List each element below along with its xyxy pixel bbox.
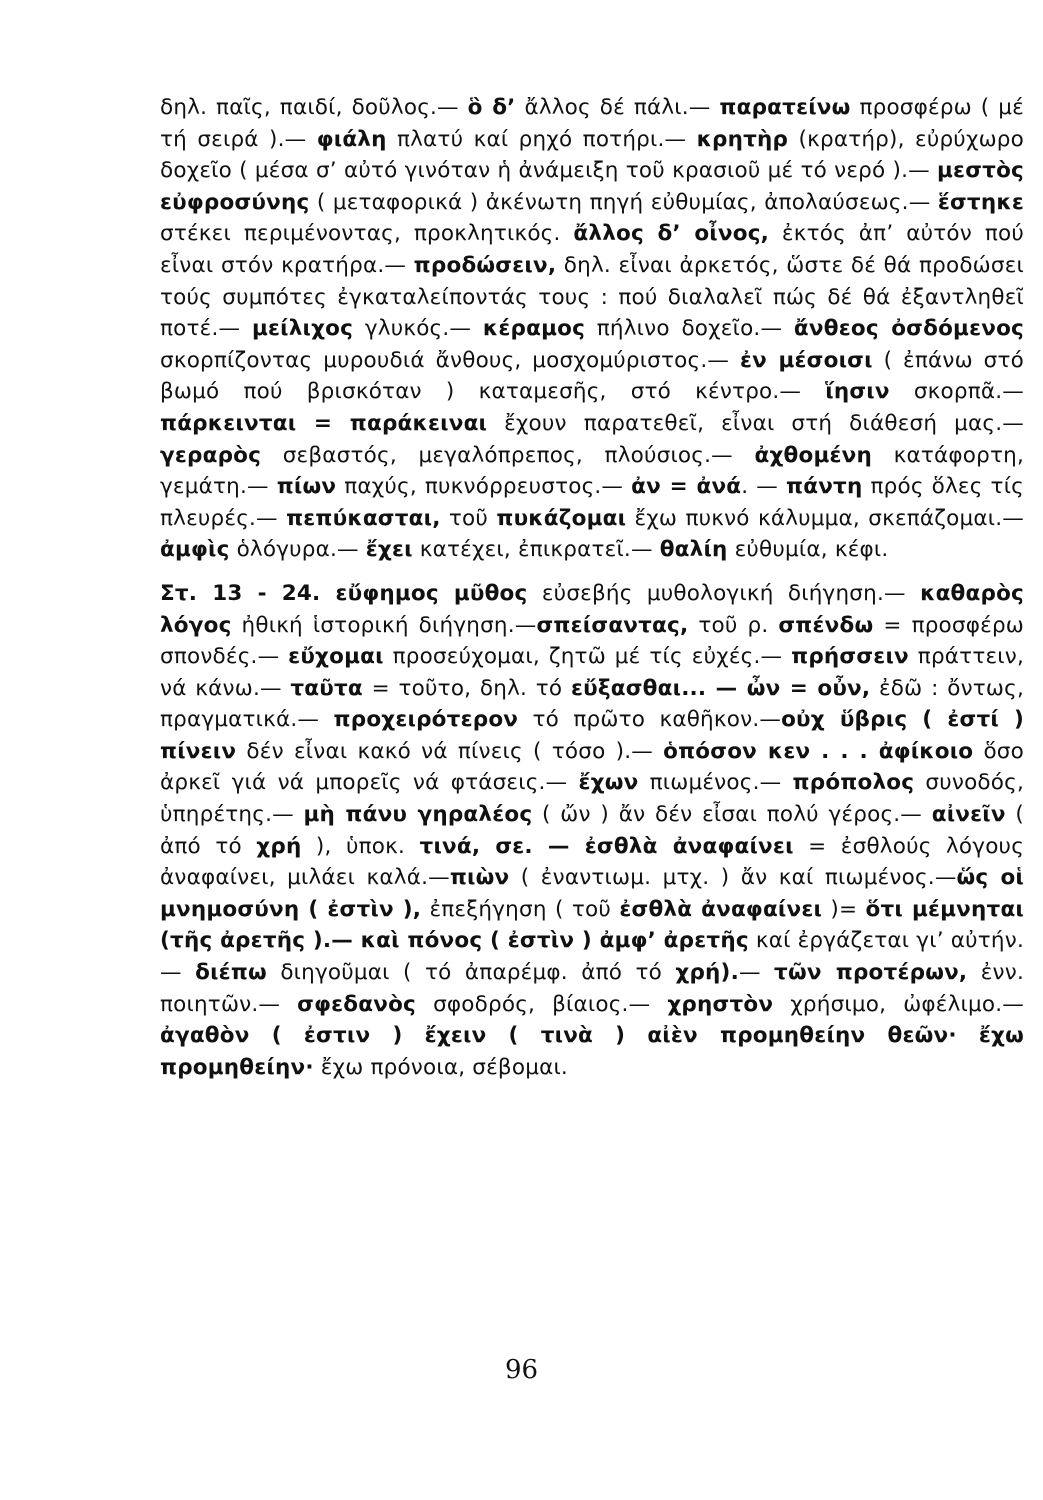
lemma: χρή: [256, 833, 302, 859]
gloss: —: [738, 960, 775, 986]
gloss: ἐπεξήγηση ( τοῦ: [421, 896, 620, 922]
gloss: ( ἐπάνω στό βωμό πού βρισκόταν ) καταμεσῆς, στό κέντρο.—: [160, 347, 1024, 405]
lemma: ἀμφὶς: [160, 537, 230, 563]
lemma: οὐχ ὕβρις ( ἐστί ) πίνειν: [160, 707, 1024, 764]
gloss: κατέχει, ἐπικρατεῖ.—: [412, 537, 660, 563]
gloss: = τοῦτο, δηλ. τό: [362, 675, 571, 701]
commentary-paragraph: [160, 578, 1024, 1084]
lemma: ἀν = ἀνά: [631, 474, 742, 500]
gloss: ἔχω πυκνό κάλυμμα, σκεπάζομαι.—: [626, 505, 1024, 531]
gloss: ἐδῶ : ὄντως, πραγματικά.—: [160, 675, 1024, 733]
lemma: εὔχομαι: [288, 644, 384, 670]
lemma: προδώσειν,: [413, 252, 557, 278]
gloss: ( μεταφορικά ) ἀκένωτη πηγή εὐθυμίας, ἀπολαύσεως.—: [309, 189, 938, 215]
page-number: 96: [504, 1355, 539, 1385]
gloss: διηγοῦμαι ( τό ἀπαρέμφ. ἀπό τό: [266, 960, 676, 986]
gloss: παχύς, πυκνόρρευστος.—: [336, 474, 632, 500]
lemma: ἀχθομένη: [754, 442, 873, 468]
lemma: Στ. 13 - 24. εὔφημος μῦθος: [160, 580, 528, 606]
gloss: )=: [822, 896, 866, 922]
lemma: σπείσαντας,: [536, 612, 689, 638]
gloss: ἄλλος δέ πάλι.—: [515, 95, 720, 120]
lemma: τινά, σε. — ἐσθλὰ ἀναφαίνει: [419, 833, 794, 859]
gloss: πήλινο δοχεῖο.—: [585, 316, 794, 342]
lemma: ἔχων: [578, 770, 639, 796]
lemma: μὴ πάνυ γηραλέος: [303, 802, 533, 828]
lemma: χρηστὸν: [667, 991, 774, 1017]
lemma: ὥς οἱ μνημοσύνη ( ἐστὶν ),: [160, 865, 1024, 922]
gloss: ), ὑποκ.: [301, 833, 420, 859]
gloss: σεβαστός, μεγαλόπρεπος, πλούσιος.—: [261, 442, 755, 468]
lemma: ὅτι μέμνηται (τῆς ἀρετῆς ).— καὶ πόνος ( ἐστὶν ) ἀμφ’ ἀρετῆς: [160, 896, 1024, 954]
gloss: ὅσο ἀρκεῖ γιά νά μπορεῖς νά φτάσεις.—: [160, 738, 1024, 796]
lemma: χρή).: [675, 960, 739, 986]
lemma: ἵησιν: [825, 379, 890, 405]
gloss: σκορπᾶ.—: [889, 379, 1024, 405]
lemma: πιὼν: [449, 865, 510, 891]
gloss: ὁλόγυρα.—: [229, 537, 366, 563]
gloss: = προσφέρω σπονδές.—: [160, 612, 1024, 670]
lemma: ἄνθεος ὀσδόμενος: [793, 316, 1024, 342]
lemma: ἀγαθὸν ( ἐστιν ) ἔχειν ( τινὰ ) αἰὲν προμηθείην θεῶν· ἔχω προμηθείην·: [160, 1023, 1024, 1080]
gloss: ἐνν. ποιητῶν.—: [160, 960, 1024, 1017]
lemma: ἐσθλὰ ἀναφαίνει: [619, 896, 823, 922]
gloss: κατάφορτη, γεμάτη.—: [160, 442, 1025, 500]
lemma: πρήσσειν: [791, 644, 909, 670]
gloss: τοῦ: [440, 505, 497, 531]
lemma: κρητὴρ: [696, 126, 789, 152]
gloss: ἔχω πρόνοια, σέβομαι.: [313, 1054, 568, 1080]
lemma: ταῦτα: [290, 675, 363, 701]
gloss: πρός ὅλες τίς πλευρές.—: [160, 474, 1024, 531]
lemma: φιάλη: [316, 126, 387, 152]
gloss: ( ἀπό τό: [160, 802, 1024, 859]
gloss: προσεύχομαι, ζητῶ μέ τίς εὐχές.—: [383, 644, 792, 670]
lemma: πρόπολος: [792, 770, 915, 796]
lemma: αἰνεῖν: [931, 802, 1006, 828]
lemma: τῶν προτέρων,: [774, 960, 968, 986]
gloss: δηλ. εἶναι ἀρκετός, ὥστε δέ θά προδώσει τούς συμπότες ἐγκαταλείποντάς τους : πού διαλαλεῖ πώς δέ θά ἐξαντληθεῖ ποτέ.—: [160, 252, 1024, 342]
lemma: διέπω: [195, 960, 267, 986]
gloss: ἐκτός ἀπ’ αὐτόν πού εἶναι στόν κρατήρα.—: [160, 221, 1024, 278]
gloss: ( ἐναντιωμ. μτχ. ) ἄν καί πιωμένος.—: [509, 865, 957, 891]
gloss: ἠθική ἱστορική διήγηση.—: [231, 612, 537, 638]
lemma: κέραμος: [482, 316, 586, 342]
gloss: εὐσεβής μυθολογική διήγηση.—: [527, 580, 921, 606]
gloss: σφοδρός, βίαιος.—: [416, 991, 668, 1017]
lemma: πάρκεινται = παράκειναι: [160, 410, 488, 436]
lemma: ὃ δ’: [467, 95, 516, 120]
lemma: μείλιχος: [251, 316, 354, 342]
lemma: πίων: [276, 474, 337, 500]
gloss: σκορπίζοντας μυρουδιά ἄνθους, μοσχομύριστος.—: [160, 347, 740, 373]
gloss: τοῦ ρ.: [688, 612, 779, 638]
gloss: πιωμένος.—: [638, 770, 793, 796]
lemma: θαλίη: [659, 537, 728, 563]
lemma: πάντη: [786, 474, 863, 500]
lemma: ὁπόσον κεν . . . ἀφίκοιο: [663, 738, 974, 764]
lemma: σφεδανὸς: [297, 991, 417, 1017]
gloss: ( ὤν ) ἄν δέν εἶσαι πολύ γέρος.—: [532, 802, 932, 828]
gloss: = ἐσθλούς λόγους ἀναφαίνει, μιλάει καλά.—: [160, 833, 1025, 891]
gloss: χρήσιμο, ὠφέλιμο.—: [773, 991, 1024, 1017]
gloss: δηλ. παῖς, παιδί, δοῦλος.—: [160, 95, 468, 120]
lemma: ἔχει: [365, 537, 413, 563]
gloss: πράττειν, νά κάνω.—: [160, 644, 1024, 701]
gloss: γλυκός.—: [353, 316, 483, 342]
gloss: καί ἐργάζεται γι’ αὐτήν.—: [160, 928, 1024, 986]
lemma: προχειρότερον: [333, 707, 519, 733]
lemma: παρατείνω: [719, 95, 851, 120]
gloss: τό πρῶτο καθῆκον.—: [518, 707, 782, 733]
lemma: γεραρὸς: [160, 442, 262, 468]
gloss: δέν εἶναι κακό νά πίνεις ( τόσο ).—: [236, 738, 664, 764]
gloss: . —: [741, 474, 787, 500]
gloss: εὐθυμία, κέφι.: [727, 537, 889, 563]
gloss: (κρατήρ), εὐρύχωρο δοχεῖο ( μέσα σ’ αὐτό γινόταν ἡ ἀνάμειξη τοῦ κρασιοῦ μέ τό νερό ).—: [160, 126, 1024, 184]
commentary-paragraph: [160, 92, 1024, 566]
lemma: σπένδω: [778, 612, 874, 638]
gloss: ἔχουν παρατεθεῖ, εἶναι στή διάθεσή μας.—: [487, 410, 1024, 436]
gloss: συνοδός, ὑπηρέτης.—: [160, 770, 1024, 828]
gloss: στέκει περιμένοντας, προκλητικός.: [160, 221, 574, 247]
gloss: πλατύ καί ρηχό ποτήρι.—: [386, 126, 697, 152]
lemma: καθαρὸς λόγος: [160, 580, 1024, 638]
text-body: [160, 92, 1024, 1083]
lemma: ἕστηκε: [937, 189, 1024, 215]
lemma: ἄλλος δ’ οἶνος,: [573, 221, 770, 247]
lemma: μεστὸς εὐφροσύνης: [160, 158, 1024, 215]
lemma: πεπύκασται,: [286, 505, 441, 531]
lemma: εὔξασθαι... — ὦν = οὖν,: [570, 675, 871, 701]
lemma: πυκάζομαι: [496, 505, 627, 531]
gloss: προσφέρω ( μέ τή σειρά ).—: [160, 95, 1024, 152]
lemma: ἐν μέσοισι: [739, 347, 873, 373]
